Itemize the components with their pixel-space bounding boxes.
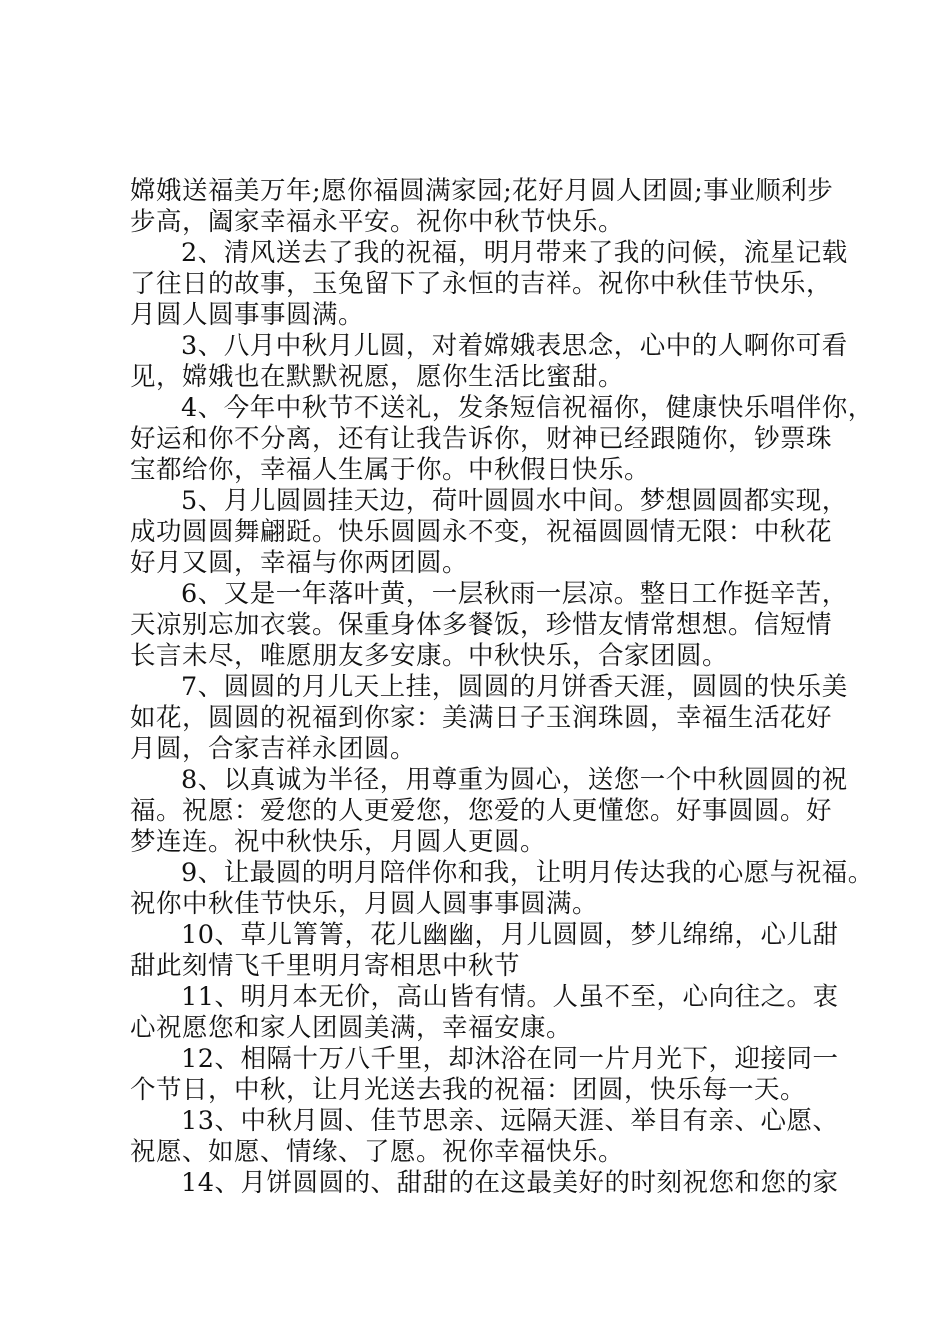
text-line: 梦连连。祝中秋快乐，月圆人更圆。 <box>130 827 547 857</box>
paragraph <box>130 176 842 238</box>
paragraph <box>130 920 842 982</box>
paragraph <box>130 486 848 579</box>
text-line: 8、以真诚为半径，用尊重为圆心，送您一个中秋圆圆的祝 <box>181 765 848 795</box>
text-line: 6、又是一年落叶黄，一层秋雨一层凉。整日工作挺辛苦， <box>181 579 848 609</box>
paragraph <box>130 393 874 486</box>
text-line: 心祝愿您和家人团圆美满，幸福安康。 <box>130 1013 573 1043</box>
text-line: 成功圆圆舞翩跹。快乐圆圆永不变，祝福圆圆情无限：中秋花 <box>130 517 833 547</box>
text-line: 步高，阖家幸福永平安。祝你中秋节快乐。 <box>130 207 625 237</box>
text-line: 福。祝愿：爱您的人更爱您，您爱的人更懂您。好事圆圆。好 <box>130 796 833 826</box>
text-line: 宝都给你，幸福人生属于你。中秋假日快乐。 <box>130 455 651 485</box>
document-body <box>130 176 874 1199</box>
text-line: 月圆人圆事事圆满。 <box>130 300 365 330</box>
paragraph <box>130 672 848 765</box>
paragraph <box>130 331 848 393</box>
text-line: 13、中秋月圆、佳节思亲、远隔天涯、举目有亲、心愿、 <box>181 1106 839 1136</box>
text-line: 好运和你不分离，还有让我告诉你，财神已经跟随你，钞票珠 <box>130 424 833 454</box>
text-line: 9、让最圆的明月陪伴你和我，让明月传达我的心愿与祝福。 <box>181 858 874 888</box>
text-line: 14、月饼圆圆的、甜甜的在这最美好的时刻祝您和您的家 <box>181 1168 839 1198</box>
text-line: 月圆，合家吉祥永团圆。 <box>130 734 417 764</box>
text-line: 10、草儿箐箐，花儿幽幽，月儿圆圆，梦儿绵绵，心儿甜 <box>181 920 839 950</box>
text-line: 如花，圆圆的祝福到你家：美满日子玉润珠圆，幸福生活花好 <box>130 703 833 733</box>
text-line: 5、月儿圆圆挂天边，荷叶圆圆水中间。梦想圆圆都实现， <box>181 486 848 516</box>
text-line: 11、明月本无价，高山皆有情。人虽不至，心向往之。衷 <box>181 982 839 1012</box>
text-line: 祝你中秋佳节快乐，月圆人圆事事圆满。 <box>130 889 599 919</box>
paragraph <box>130 858 874 920</box>
text-line: 3、八月中秋月儿圆，对着嫦娥表思念，心中的人啊你可看 <box>181 331 848 361</box>
text-line: 长言未尽，唯愿朋友多安康。中秋快乐，合家团圆。 <box>130 641 729 671</box>
text-line: 祝愿、如愿、情缘、了愿。祝你幸福快乐。 <box>130 1137 625 1167</box>
paragraph <box>130 1168 842 1199</box>
text-line: 了往日的故事，玉兔留下了永恒的吉祥。祝你中秋佳节快乐， <box>130 269 833 299</box>
text-line: 7、圆圆的月儿天上挂，圆圆的月饼香天涯，圆圆的快乐美 <box>181 672 848 702</box>
text-line: 嫦娥送福美万年;愿你福圆满家园;花好月圆人团圆;事业顺利步 <box>130 176 834 206</box>
text-line: 见，嫦娥也在默默祝愿，愿你生活比蜜甜。 <box>130 362 625 392</box>
paragraph <box>130 765 848 858</box>
paragraph <box>130 1106 842 1168</box>
text-line: 甜此刻情飞千里明月寄相思中秋节 <box>130 951 521 981</box>
text-line: 4、今年中秋节不送礼，发条短信祝福你，健康快乐唱伴你， <box>181 393 874 423</box>
paragraph <box>130 1044 842 1106</box>
paragraph <box>130 238 848 331</box>
paragraph <box>130 579 848 672</box>
text-line: 2、清风送去了我的祝福，明月带来了我的问候，流星记载 <box>181 238 848 268</box>
paragraph <box>130 982 842 1044</box>
text-line: 天凉别忘加衣裳。保重身体多餐饭，珍惜友情常想想。信短情 <box>130 610 833 640</box>
text-line: 12、相隔十万八千里，却沐浴在同一片月光下，迎接同一 <box>181 1044 839 1074</box>
text-line: 个节日，中秋，让月光送去我的祝福：团圆，快乐每一天。 <box>130 1075 807 1105</box>
text-line: 好月又圆，幸福与你两团圆。 <box>130 548 469 578</box>
